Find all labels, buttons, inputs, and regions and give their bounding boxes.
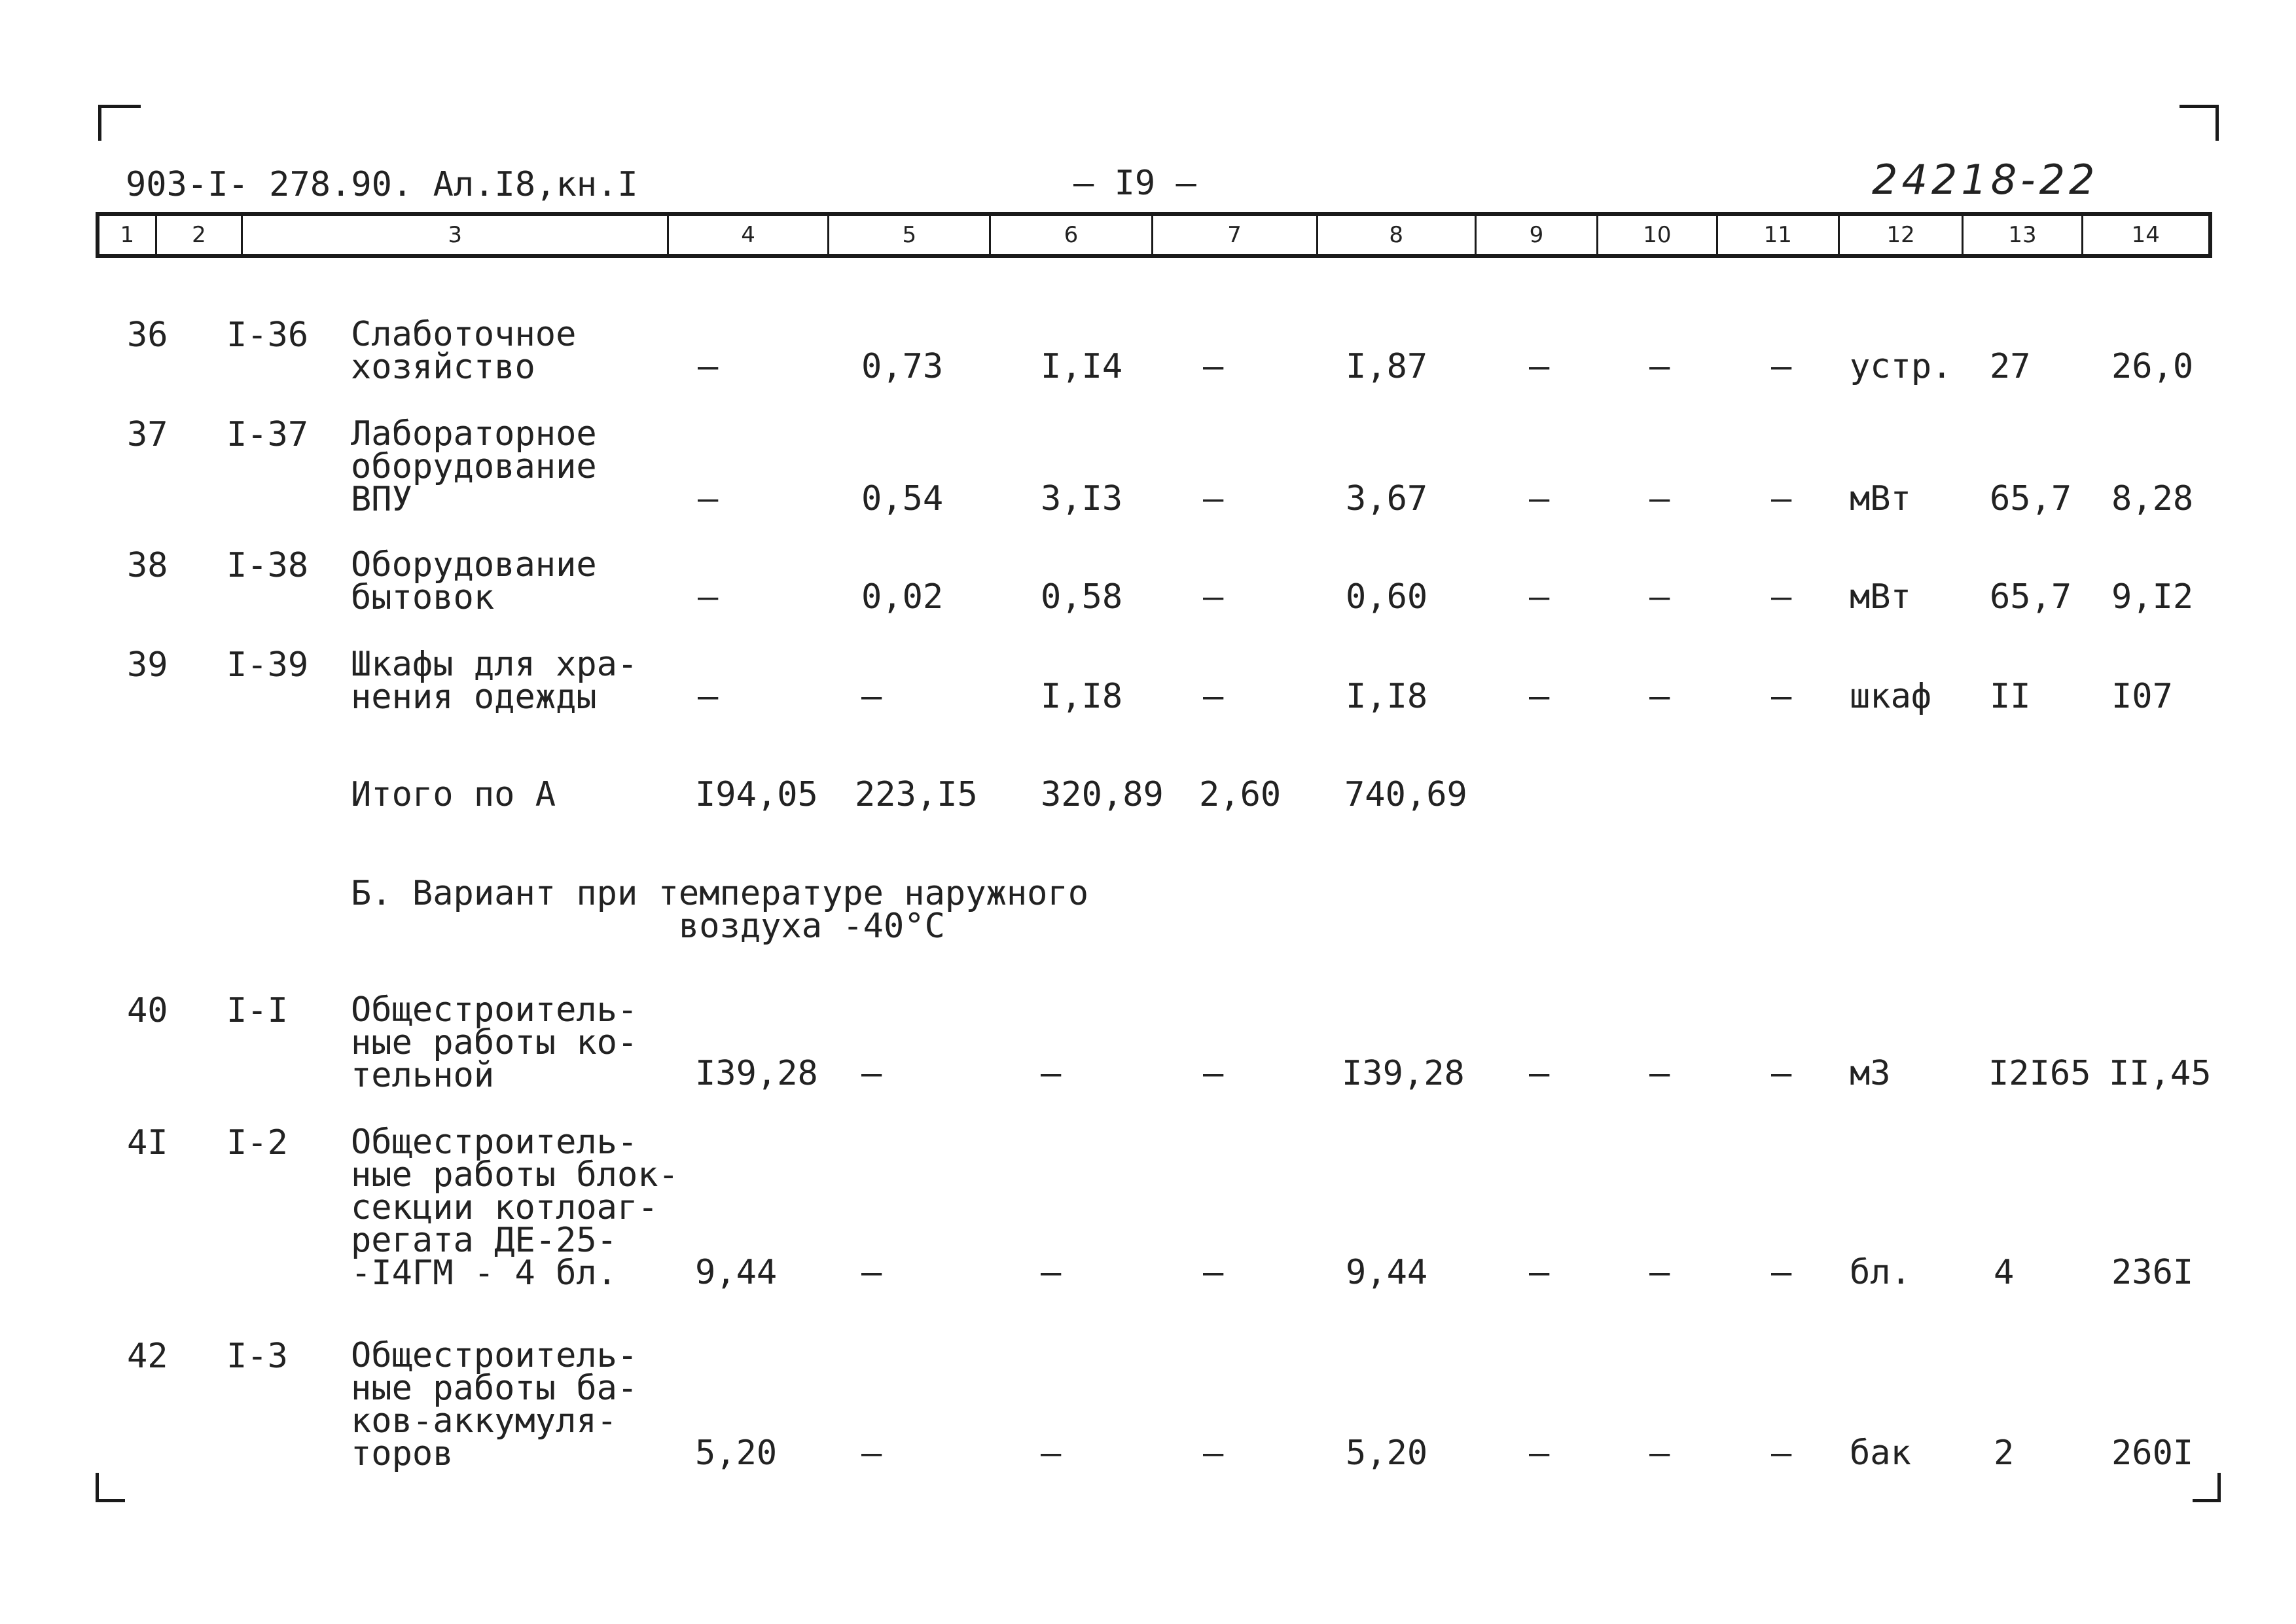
row-name: Общестроитель- ные работы ба- ков-аккумуля- торов [351, 1336, 638, 1473]
cell-col8: 5,20 [1346, 1434, 1428, 1473]
row-number: 4I [127, 1123, 168, 1163]
cell-col8: 0,60 [1346, 577, 1428, 617]
column-number: 11 [1718, 216, 1840, 254]
total-label: Итого по А [351, 775, 556, 814]
cell-col8: 9,44 [1346, 1253, 1428, 1292]
corner-mark-bottom-right [2193, 1473, 2221, 1502]
column-number: 8 [1318, 216, 1477, 254]
row-number: 36 [127, 316, 168, 355]
cell-col6: – [1041, 1434, 1062, 1473]
row-number: 37 [127, 415, 168, 454]
row-name: Слаботочное хозяйство [351, 315, 577, 387]
row-name: Шкафы для хра- нения одежды [351, 645, 638, 717]
cell-col4: 9,44 [695, 1253, 778, 1292]
column-number-header [96, 212, 2212, 258]
cell-col9: – [1529, 1434, 1550, 1473]
cell-unit: м3 [1850, 1054, 1891, 1093]
row-code: I-3 [226, 1337, 288, 1376]
cell-col10: – [1649, 1253, 1670, 1292]
cell-col5: 0,02 [861, 577, 944, 617]
total-col7: 2,60 [1199, 775, 1282, 814]
cell-quantity: 65,7 [1990, 577, 2072, 617]
cell-col7: – [1203, 1054, 1224, 1093]
cell-col4: 5,20 [695, 1434, 778, 1473]
cell-col9: – [1529, 577, 1550, 617]
cell-col6: I,I8 [1041, 677, 1123, 716]
cell-col5: 0,54 [861, 479, 944, 518]
cell-col14: 236I [2111, 1253, 2194, 1292]
cell-col9: – [1529, 677, 1550, 716]
cell-col11: – [1771, 1253, 1792, 1292]
cell-unit: бл. [1850, 1253, 1911, 1292]
cell-unit: мВт [1850, 479, 1911, 518]
row-name: Лабораторное оборудование ВПУ [351, 414, 597, 519]
cell-col11: – [1771, 1434, 1792, 1473]
column-number: 14 [2131, 222, 2160, 248]
document-code: 24218-22 [1872, 156, 2099, 204]
column-number: 7 [1153, 216, 1318, 254]
row-number: 42 [127, 1337, 168, 1376]
row-name: Общестроитель- ные работы блок- секции котлоаг- регата ДЕ-25- -I4ГМ - 4 бл. [351, 1123, 679, 1293]
row-number: 40 [127, 991, 168, 1030]
cell-quantity: II [1990, 677, 2031, 716]
cell-col8: 3,67 [1346, 479, 1428, 518]
cell-col6: – [1041, 1054, 1062, 1093]
row-code: I-2 [226, 1123, 288, 1163]
cell-unit: бак [1850, 1434, 1911, 1473]
column-number: 2 [157, 216, 243, 254]
cell-col14: I07 [2111, 677, 2173, 716]
cell-quantity: 2 [1994, 1434, 2015, 1473]
cell-col7: – [1203, 1434, 1224, 1473]
cell-col8: I,87 [1346, 347, 1428, 386]
corner-mark-top-right [2179, 105, 2219, 141]
column-number: 5 [829, 216, 991, 254]
column-number: 10 [1598, 216, 1717, 254]
column-number: 6 [991, 216, 1153, 254]
cell-col5: – [861, 677, 882, 716]
corner-mark-bottom-left [96, 1473, 125, 1502]
cell-col10: – [1649, 677, 1670, 716]
cell-col7: – [1203, 577, 1224, 617]
cell-col10: – [1649, 479, 1670, 518]
row-code: I-39 [226, 645, 309, 685]
row-name: Общестроитель- ные работы ко- тельной [351, 990, 638, 1095]
cell-unit: мВт [1850, 577, 1911, 617]
cell-col4: – [698, 677, 719, 716]
column-number: 12 [1840, 216, 1964, 254]
cell-col7: – [1203, 479, 1224, 518]
cell-col7: – [1203, 347, 1224, 386]
total-col5: 223,I5 [855, 775, 978, 814]
cell-col9: – [1529, 347, 1550, 386]
row-number: 39 [127, 645, 168, 685]
total-col6: 320,89 [1041, 775, 1164, 814]
cell-col4: I39,28 [695, 1054, 818, 1093]
cell-col10: – [1649, 1434, 1670, 1473]
row-code: I-37 [226, 415, 309, 454]
cell-col5: – [861, 1434, 882, 1473]
cell-col6: – [1041, 1253, 1062, 1292]
cell-col14: 9,I2 [2111, 577, 2194, 617]
row-name: Оборудование бытовок [351, 545, 597, 617]
cell-col5: – [861, 1253, 882, 1292]
cell-quantity: 4 [1994, 1253, 2015, 1292]
cell-col11: – [1771, 1054, 1792, 1093]
cell-unit: устр. [1850, 347, 1952, 386]
row-code: I-38 [226, 546, 309, 585]
corner-mark-top-left [98, 105, 141, 141]
cell-col11: – [1771, 479, 1792, 518]
document-reference: 903-I- 278.90. Ал.I8,кн.I [126, 165, 638, 204]
cell-col10: – [1649, 577, 1670, 617]
section-b-heading: Б. Вариант при температуре наружного воздуха -40°С [351, 874, 1089, 946]
cell-col10: – [1649, 1054, 1670, 1093]
cell-col14: 260I [2111, 1434, 2194, 1473]
cell-col5: 0,73 [861, 347, 944, 386]
cell-col9: – [1529, 1253, 1550, 1292]
cell-col9: – [1529, 1054, 1550, 1093]
column-number: 4 [669, 216, 829, 254]
column-number: 3 [243, 216, 669, 254]
row-code: I-36 [226, 316, 309, 355]
cell-unit: шкаф [1850, 677, 1932, 716]
total-col8: 740,69 [1344, 775, 1467, 814]
cell-col6: 3,I3 [1041, 479, 1123, 518]
row-code: I-I [226, 991, 288, 1030]
cell-quantity: 65,7 [1990, 479, 2072, 518]
cell-col9: – [1529, 479, 1550, 518]
cell-col11: – [1771, 577, 1792, 617]
cell-col14: II,45 [2109, 1054, 2212, 1093]
column-number: 9 [1477, 216, 1598, 254]
cell-col8: I39,28 [1342, 1054, 1465, 1093]
cell-col14: 26,0 [2111, 347, 2194, 386]
cell-col14: 8,28 [2111, 479, 2194, 518]
cell-col8: I,I8 [1346, 677, 1428, 716]
cell-col10: – [1649, 347, 1670, 386]
cell-col7: – [1203, 677, 1224, 716]
column-number: 13 [1964, 216, 2083, 254]
row-number: 38 [127, 546, 168, 585]
cell-col6: I,I4 [1041, 347, 1123, 386]
page-number: — I9 — [1073, 164, 1196, 203]
cell-quantity: I2I65 [1988, 1054, 2091, 1093]
cell-col4: – [698, 347, 719, 386]
cell-col4: – [698, 479, 719, 518]
cell-col11: – [1771, 347, 1792, 386]
cell-col4: – [698, 577, 719, 617]
cell-col6: 0,58 [1041, 577, 1123, 617]
cell-quantity: 27 [1990, 347, 2031, 386]
column-number: 1 [99, 216, 157, 254]
cell-col7: – [1203, 1253, 1224, 1292]
total-col4: I94,05 [695, 775, 818, 814]
cell-col5: – [861, 1054, 882, 1093]
cell-col11: – [1771, 677, 1792, 716]
